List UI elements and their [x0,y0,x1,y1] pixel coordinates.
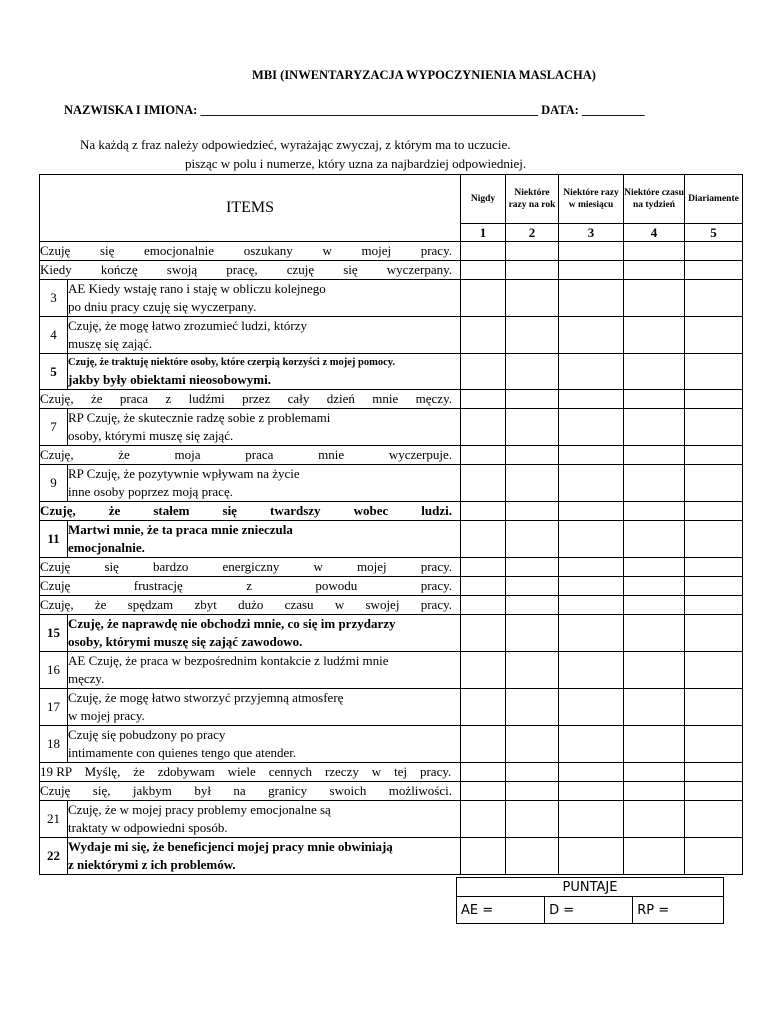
item-number: 16 [40,652,68,689]
item-text-line-1: RP Czuję, że pozytywnie wpływam na życie [68,466,300,481]
answer-cell-1[interactable] [461,615,506,652]
answer-cell-2[interactable] [506,615,559,652]
answer-cell-1[interactable] [461,577,506,596]
freq-header-never: Nigdy [461,175,506,224]
item-text [68,280,461,317]
item-row [40,242,743,261]
item-text [40,242,461,261]
answer-cell-3[interactable] [559,558,624,577]
item-text-line-1: Czuję się, jakbym był na granicy swoich możliwości. [40,783,452,798]
item-text-line-2: męczy. [68,671,105,686]
item-number: 21 [40,801,68,838]
item-row [40,801,743,838]
answer-cell-1[interactable] [461,446,506,465]
item-text [40,763,461,782]
answer-cell-4[interactable] [624,280,685,317]
item-text-line-1: AE Czuję, że praca w bezpośrednim kontakcie z ludźmi mnie [68,653,389,668]
item-number: 17 [40,689,68,726]
answer-cell-3[interactable] [559,838,624,875]
item-row [40,838,743,875]
answer-cell-5[interactable] [685,317,743,354]
answer-cell-5[interactable] [685,242,743,261]
freq-number-5: 5 [685,224,743,242]
document-title: MBI (INWENTARYZACJA WYPOCZYNIENIA MASLACHA) [252,68,596,82]
answer-cell-4[interactable] [624,317,685,354]
answer-cell-2[interactable] [506,577,559,596]
answer-cell-5[interactable] [685,763,743,782]
answer-cell-3[interactable] [559,409,624,446]
answer-cell-3[interactable] [559,242,624,261]
answer-cell-5[interactable] [685,801,743,838]
answer-cell-2[interactable] [506,801,559,838]
freq-header-yearly: Niektóre razy na rok [506,175,559,224]
answer-cell-3[interactable] [559,502,624,521]
answer-cell-3[interactable] [559,596,624,615]
item-text [68,838,461,875]
answer-cell-4[interactable] [624,726,685,763]
answer-cell-3[interactable] [559,801,624,838]
mbi-items-table [39,174,743,875]
answer-cell-3[interactable] [559,261,624,280]
item-text-line-1: RP Myślę, że zdobywam wiele cennych rzeczy w tej pracy. [56,764,452,779]
item-text [68,317,461,354]
answer-cell-4[interactable] [624,763,685,782]
item-text [40,390,461,409]
item-text-line-2: po dniu pracy czuję się wyczerpany. [68,299,257,314]
instructions-line-2: pisząc w polu i numerze, który uzna za najbardziej odpowiedniej. [185,156,527,171]
item-text [40,502,461,521]
item-text [40,446,461,465]
answer-cell-5[interactable] [685,726,743,763]
item-text [68,354,461,390]
answer-cell-1[interactable] [461,763,506,782]
items-header: ITEMS [40,175,461,242]
answer-cell-1[interactable] [461,280,506,317]
answer-cell-2[interactable] [506,782,559,801]
item-row [40,596,743,615]
item-text [68,521,461,558]
answer-cell-1[interactable] [461,409,506,446]
answer-cell-1[interactable] [461,782,506,801]
item-text-line-1: Czuję frustrację z powodu pracy. [40,578,452,593]
answer-cell-5[interactable] [685,261,743,280]
item-row [40,782,743,801]
answer-cell-1[interactable] [461,354,506,390]
instructions-line-1: Na każdą z fraz należy odpowiedzieć, wyrażając zwyczaj, z którym ma to uczucie. [80,137,511,152]
answer-cell-4[interactable] [624,242,685,261]
item-text-line-1: Czuję, że spędzam zbyt dużo czasu w swojej pracy. [40,597,452,612]
answer-cell-2[interactable] [506,280,559,317]
names-field: ______________________________________________________ [200,103,538,117]
answer-cell-3[interactable] [559,763,624,782]
answer-cell-2[interactable] [506,354,559,390]
date-field: __________ [581,103,645,117]
answer-cell-3[interactable] [559,615,624,652]
item-row [40,280,743,317]
answer-cell-5[interactable] [685,782,743,801]
item-text-line-1: Czuję, że moja praca mnie wyczerpuje. [40,447,452,462]
answer-cell-2[interactable] [506,596,559,615]
item-row [40,577,743,596]
answer-cell-3[interactable] [559,446,624,465]
freq-header-weekly: Niektóre czasu na tydzień [624,175,685,224]
item-text-line-1: Czuję się pobudzony po pracy [68,727,226,742]
answer-cell-2[interactable] [506,465,559,502]
item-text-line-1: Czuję, że traktuję niektóre osoby, które czerpią korzyści z mojej pomocy. [68,356,396,368]
freq-number-1: 1 [461,224,506,242]
answer-cell-2[interactable] [506,838,559,875]
answer-cell-3[interactable] [559,689,624,726]
item-row [40,465,743,502]
answer-cell-1[interactable] [461,465,506,502]
answer-cell-5[interactable] [685,280,743,317]
answer-cell-5[interactable] [685,838,743,875]
item-text-line-1: RP Czuję, że skutecznie radzę sobie z problemami [68,410,331,425]
answer-cell-2[interactable] [506,521,559,558]
header-row [40,175,743,224]
item-row [40,652,743,689]
item-number: 11 [40,521,68,558]
item-number: 15 [40,615,68,652]
answer-cell-1[interactable] [461,801,506,838]
answer-cell-5[interactable] [685,615,743,652]
answer-cell-4[interactable] [624,521,685,558]
answer-cell-2[interactable] [506,502,559,521]
item-text [40,558,461,577]
item-row [40,354,743,390]
item-number: 9 [40,465,68,502]
freq-header-monthly: Niektóre razy w miesiącu [559,175,624,224]
answer-cell-1[interactable] [461,242,506,261]
answer-cell-3[interactable] [559,521,624,558]
answer-cell-2[interactable] [506,726,559,763]
answer-cell-3[interactable] [559,317,624,354]
item-text-line-1: AE Kiedy wstaję rano i staję w obliczu kolejnego [68,281,326,296]
answer-cell-5[interactable] [685,521,743,558]
item-row [40,763,743,782]
item-number: 7 [40,409,68,446]
item-text-line-1: Martwi mnie, że ta praca mnie znieczula [68,522,293,537]
item-number: 3 [40,280,68,317]
item-text-line-1: Czuję, że stałem się twardszy wobec ludzi. [40,503,452,518]
item-row [40,521,743,558]
answer-cell-5[interactable] [685,652,743,689]
item-text-line-1: Wydaje mi się, że beneficjenci mojej pracy mnie obwiniają [68,839,393,854]
answer-cell-2[interactable] [506,242,559,261]
item-row [40,615,743,652]
score-ae-field[interactable]: AE = [457,897,545,924]
answer-cell-3[interactable] [559,465,624,502]
item-text-line-1: Czuję się bardzo energiczny w mojej pracy. [40,559,452,574]
item-number: 22 [40,838,68,875]
item-text-line-1: Czuję, że mogę łatwo stworzyć przyjemną atmosferę [68,690,344,705]
item-text-line-2: w mojej pracy. [68,708,145,723]
answer-cell-1[interactable] [461,521,506,558]
item-text [68,409,461,446]
answer-cell-4[interactable] [624,502,685,521]
item-text [40,782,461,801]
answer-cell-4[interactable] [624,446,685,465]
item-row [40,390,743,409]
item-row [40,689,743,726]
item-text-line-2: emocjonalnie. [68,540,145,555]
answer-cell-4[interactable] [624,615,685,652]
answer-cell-1[interactable] [461,689,506,726]
answer-cell-4[interactable] [624,782,685,801]
item-number: 5 [40,354,68,390]
answer-cell-1[interactable] [461,726,506,763]
item-text-line-2: traktaty w odpowiedni sposób. [68,820,228,835]
answer-cell-5[interactable] [685,446,743,465]
item-row [40,261,743,280]
item-row [40,409,743,446]
score-table [456,877,724,924]
freq-number-4: 4 [624,224,685,242]
answer-cell-3[interactable] [559,390,624,409]
names-label: NAZWISKA I IMIONA: [64,103,198,117]
answer-cell-5[interactable] [685,502,743,521]
item-text-line-1: Czuję, że mogę łatwo zrozumieć ludzi, którzy [68,318,307,333]
item-text-line-1: Czuję, że naprawdę nie obchodzi mnie, co się im przydarzy [68,616,396,631]
answer-cell-4[interactable] [624,652,685,689]
answer-cell-1[interactable] [461,261,506,280]
answer-cell-2[interactable] [506,446,559,465]
answer-cell-3[interactable] [559,280,624,317]
answer-cell-1[interactable] [461,390,506,409]
answer-cell-1[interactable] [461,502,506,521]
item-text-line-2: inne osoby poprzez moją pracę. [68,484,233,499]
item-text [40,261,461,280]
answer-cell-2[interactable] [506,689,559,726]
answer-cell-4[interactable] [624,596,685,615]
answer-cell-2[interactable] [506,390,559,409]
date-label: DATA: [541,103,579,117]
item-row [40,558,743,577]
answer-cell-5[interactable] [685,577,743,596]
answer-cell-5[interactable] [685,465,743,502]
answer-cell-5[interactable] [685,390,743,409]
answer-cell-4[interactable] [624,689,685,726]
score-d-field[interactable]: D = [545,897,633,924]
answer-cell-3[interactable] [559,782,624,801]
answer-cell-2[interactable] [506,261,559,280]
answer-cell-3[interactable] [559,726,624,763]
item-text-line-1: Czuję, że praca z ludźmi przez cały dzień mnie męczy. [40,391,452,406]
answer-cell-4[interactable] [624,354,685,390]
answer-cell-4[interactable] [624,390,685,409]
answer-cell-4[interactable] [624,558,685,577]
answer-cell-4[interactable] [624,409,685,446]
item-text-line-2: osoby, którymi muszę się zająć zawodowo. [68,634,303,649]
item-text [68,726,461,763]
answer-cell-5[interactable] [685,354,743,390]
item-text-line-2: muszę się zająć. [68,336,153,351]
answer-cell-4[interactable] [624,577,685,596]
freq-number-3: 3 [559,224,624,242]
item-text-line-2: intimamente con quienes tengo que atender. [68,745,297,760]
item-row [40,446,743,465]
item-text-line-2: osoby, którymi muszę się zająć. [68,428,234,443]
freq-header-daily: Diariamente [685,175,743,224]
answer-cell-3[interactable] [559,652,624,689]
item-text [68,615,461,652]
item-text-line-1: Czuję, że w mojej pracy problemy emocjonalne są [68,802,331,817]
answer-cell-1[interactable] [461,652,506,689]
item-row [40,726,743,763]
answer-cell-2[interactable] [506,317,559,354]
item-text [40,577,461,596]
item-text-line-1: Kiedy kończę swoją pracę, czuję się wyczerpany. [40,262,452,277]
answer-cell-4[interactable] [624,801,685,838]
item-number: 19 [40,764,53,779]
item-text [68,801,461,838]
answer-cell-1[interactable] [461,596,506,615]
answer-cell-1[interactable] [461,317,506,354]
item-number: 18 [40,726,68,763]
answer-cell-2[interactable] [506,763,559,782]
answer-cell-5[interactable] [685,689,743,726]
answer-cell-2[interactable] [506,558,559,577]
score-rp-field[interactable]: RP = [633,897,724,924]
answer-cell-3[interactable] [559,354,624,390]
item-text [40,596,461,615]
score-title: PUNTAJE [457,878,724,897]
answer-cell-1[interactable] [461,558,506,577]
answer-cell-2[interactable] [506,409,559,446]
answer-cell-5[interactable] [685,409,743,446]
answer-cell-4[interactable] [624,838,685,875]
item-text [68,652,461,689]
item-number: 4 [40,317,68,354]
item-row [40,502,743,521]
item-text-line-2: z niektórymi z ich problemów. [68,857,236,872]
item-text-line-2: jakby były obiektami nieosobowymi. [68,371,271,387]
answer-cell-5[interactable] [685,558,743,577]
freq-number-2: 2 [506,224,559,242]
names-date-line [64,103,644,118]
answer-cell-5[interactable] [685,596,743,615]
answer-cell-3[interactable] [559,577,624,596]
item-text [68,689,461,726]
answer-cell-1[interactable] [461,838,506,875]
answer-cell-4[interactable] [624,261,685,280]
item-text-line-1: Czuję się emocjonalnie oszukany w mojej pracy. [40,243,452,258]
item-text [68,465,461,502]
answer-cell-2[interactable] [506,652,559,689]
answer-cell-4[interactable] [624,465,685,502]
item-row [40,317,743,354]
